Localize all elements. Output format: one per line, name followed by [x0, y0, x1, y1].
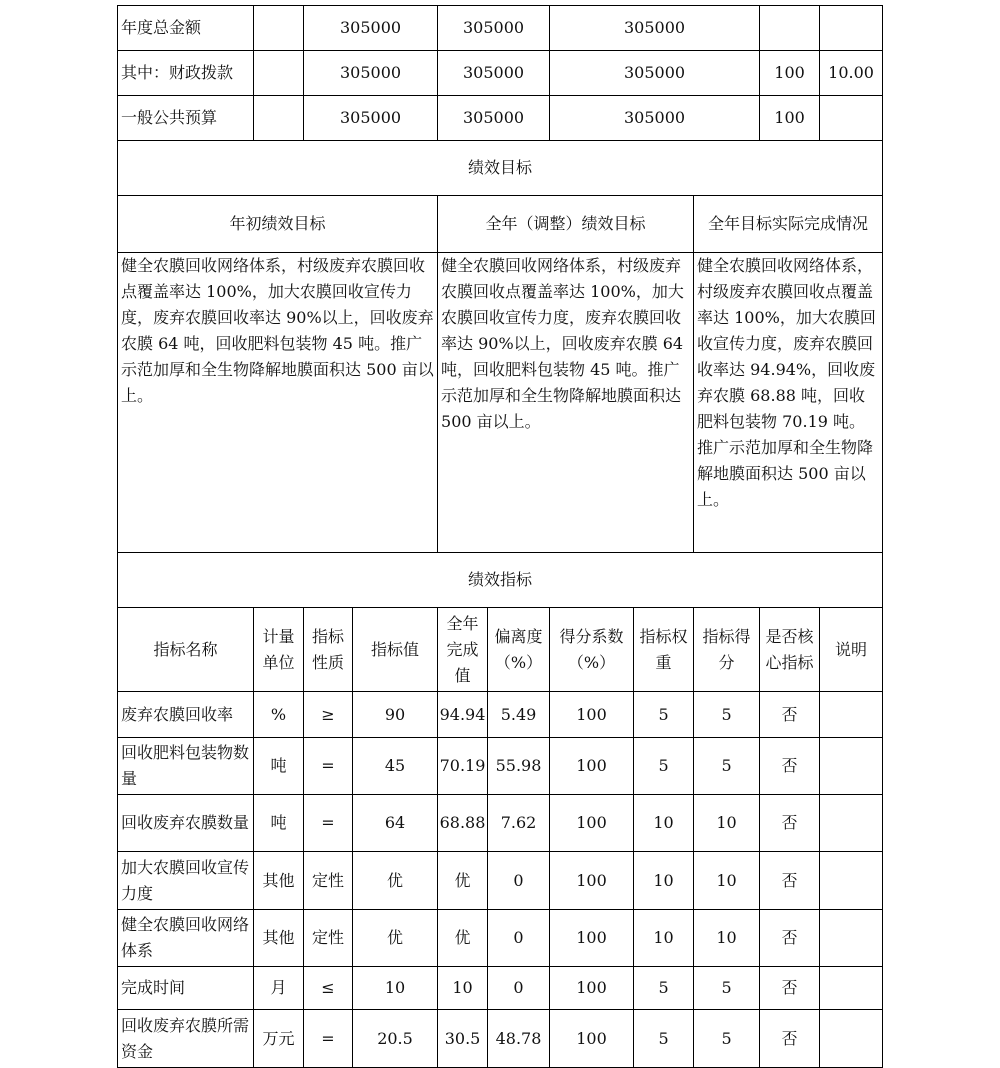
indicator-core: 否	[760, 967, 820, 1010]
goals-col-initial: 年初绩效目标	[118, 196, 438, 253]
indicator-name: 加大农膜回收宣传力度	[118, 852, 254, 910]
indicator-weight: 5	[634, 692, 694, 738]
indicator-nature: =	[304, 738, 353, 795]
performance-table	[117, 5, 883, 1068]
indicator-weight: 10	[634, 795, 694, 852]
indicator-deviation: 48.78	[488, 1010, 550, 1068]
funding-row	[118, 6, 883, 51]
indicator-unit: 其他	[254, 852, 304, 910]
funding-value	[820, 6, 883, 51]
goals-actual-text: 健全农膜回收网络体系，村级废弃农膜回收点覆盖率达 100%，加大农膜回收宣传力度，废弃农膜回收率达 94.94%，回收废弃农膜 68.88 吨，回收肥料包装物 70.19 吨。推广示范加厚和全生物降解地膜面积达 500 亩以上。	[694, 253, 883, 553]
indicator-nature: 定性	[304, 852, 353, 910]
funding-value: 305000	[550, 6, 760, 51]
indicator-actual: 30.5	[438, 1010, 488, 1068]
indicator-deviation: 5.49	[488, 692, 550, 738]
header-nature: 指标性质	[304, 608, 353, 692]
indicators-section-title: 绩效指标	[118, 553, 883, 608]
indicator-target: 10	[353, 967, 438, 1010]
indicator-unit: 其他	[254, 910, 304, 967]
indicator-actual: 68.88	[438, 795, 488, 852]
indicator-deviation: 0	[488, 967, 550, 1010]
indicator-name: 回收肥料包装物数量	[118, 738, 254, 795]
header-coef: 得分系数（%）	[550, 608, 634, 692]
funding-row	[118, 96, 883, 141]
header-target: 指标值	[353, 608, 438, 692]
indicator-actual: 优	[438, 852, 488, 910]
funding-value: 305000	[550, 51, 760, 96]
indicator-score: 10	[694, 852, 760, 910]
funding-value: 100	[760, 96, 820, 141]
funding-cell-empty	[254, 96, 304, 141]
indicator-weight: 10	[634, 852, 694, 910]
indicator-nature: =	[304, 795, 353, 852]
indicator-name: 废弃农膜回收率	[118, 692, 254, 738]
indicator-target: 64	[353, 795, 438, 852]
funding-value	[760, 6, 820, 51]
header-unit: 计量单位	[254, 608, 304, 692]
indicator-note	[820, 910, 883, 967]
indicator-unit: 吨	[254, 795, 304, 852]
indicator-coef: 100	[550, 738, 634, 795]
funding-label: 年度总金额	[118, 6, 254, 51]
goals-col-actual: 全年目标实际完成情况	[694, 196, 883, 253]
indicator-weight: 5	[634, 1010, 694, 1068]
goals-section-title: 绩效目标	[118, 141, 883, 196]
indicator-unit: 月	[254, 967, 304, 1010]
indicator-note	[820, 795, 883, 852]
indicator-target: 20.5	[353, 1010, 438, 1068]
header-note: 说明	[820, 608, 883, 692]
indicator-coef: 100	[550, 795, 634, 852]
indicator-deviation: 0	[488, 852, 550, 910]
funding-value	[820, 96, 883, 141]
header-actual: 全年完成值	[438, 608, 488, 692]
indicator-coef: 100	[550, 692, 634, 738]
indicator-coef: 100	[550, 910, 634, 967]
indicator-note	[820, 738, 883, 795]
indicator-core: 否	[760, 910, 820, 967]
table-row	[118, 910, 883, 967]
indicator-score: 10	[694, 795, 760, 852]
indicator-deviation: 55.98	[488, 738, 550, 795]
funding-value: 305000	[550, 96, 760, 141]
indicator-coef: 100	[550, 1010, 634, 1068]
indicator-nature: 定性	[304, 910, 353, 967]
indicator-target: 优	[353, 852, 438, 910]
funding-value: 10.00	[820, 51, 883, 96]
indicator-actual: 70.19	[438, 738, 488, 795]
indicator-name: 回收废弃农膜所需资金	[118, 1010, 254, 1068]
indicator-score: 10	[694, 910, 760, 967]
indicator-name: 健全农膜回收网络体系	[118, 910, 254, 967]
indicator-score: 5	[694, 1010, 760, 1068]
indicator-weight: 10	[634, 910, 694, 967]
header-score: 指标得分	[694, 608, 760, 692]
indicator-core: 否	[760, 852, 820, 910]
indicator-nature: ≥	[304, 692, 353, 738]
indicator-note	[820, 692, 883, 738]
funding-value: 100	[760, 51, 820, 96]
header-weight: 指标权重	[634, 608, 694, 692]
indicator-score: 5	[694, 692, 760, 738]
indicator-nature: ≤	[304, 967, 353, 1010]
table-row	[118, 738, 883, 795]
indicator-score: 5	[694, 738, 760, 795]
indicator-name: 完成时间	[118, 967, 254, 1010]
table-row	[118, 692, 883, 738]
indicator-note	[820, 1010, 883, 1068]
indicator-unit: 万元	[254, 1010, 304, 1068]
indicator-deviation: 7.62	[488, 795, 550, 852]
funding-value: 305000	[438, 6, 550, 51]
indicator-weight: 5	[634, 738, 694, 795]
funding-cell-empty	[254, 6, 304, 51]
indicator-core: 否	[760, 738, 820, 795]
funding-label: 一般公共预算	[118, 96, 254, 141]
indicator-coef: 100	[550, 967, 634, 1010]
indicator-unit: %	[254, 692, 304, 738]
indicators-header-row	[118, 608, 883, 692]
indicator-coef: 100	[550, 852, 634, 910]
funding-value: 305000	[304, 51, 438, 96]
indicator-unit: 吨	[254, 738, 304, 795]
indicator-deviation: 0	[488, 910, 550, 967]
table-row	[118, 1010, 883, 1068]
goals-col-adjusted: 全年（调整）绩效目标	[438, 196, 694, 253]
indicator-name: 回收废弃农膜数量	[118, 795, 254, 852]
indicator-actual: 10	[438, 967, 488, 1010]
indicator-note	[820, 852, 883, 910]
goals-initial-text: 健全农膜回收网络体系，村级废弃农膜回收点覆盖率达 100%，加大农膜回收宣传力度，废弃农膜回收率达 90%以上，回收废弃农膜 64 吨，回收肥料包装物 45 吨。推广示范加厚和全生物降解地膜面积达 500 亩以上。	[118, 253, 438, 553]
header-deviation: 偏离度（%）	[488, 608, 550, 692]
indicator-weight: 5	[634, 967, 694, 1010]
funding-cell-empty	[254, 51, 304, 96]
funding-row	[118, 51, 883, 96]
indicator-target: 90	[353, 692, 438, 738]
indicator-core: 否	[760, 692, 820, 738]
indicator-target: 45	[353, 738, 438, 795]
indicator-target: 优	[353, 910, 438, 967]
indicator-nature: =	[304, 1010, 353, 1068]
indicator-core: 否	[760, 1010, 820, 1068]
header-core: 是否核心指标	[760, 608, 820, 692]
table-row	[118, 852, 883, 910]
indicator-score: 5	[694, 967, 760, 1010]
goals-adjusted-text: 健全农膜回收网络体系，村级废弃农膜回收点覆盖率达 100%，加大农膜回收宣传力度，废弃农膜回收率达 90%以上，回收废弃农膜 64 吨，回收肥料包装物 45 吨。推广示范加厚和全生物降解地膜面积达 500 亩以上。	[438, 253, 694, 553]
funding-value: 305000	[304, 6, 438, 51]
table-row	[118, 967, 883, 1010]
indicator-actual: 优	[438, 910, 488, 967]
indicator-actual: 94.94	[438, 692, 488, 738]
funding-value: 305000	[438, 51, 550, 96]
funding-value: 305000	[304, 96, 438, 141]
indicator-note	[820, 967, 883, 1010]
funding-label: 其中：财政拨款	[118, 51, 254, 96]
table-row	[118, 795, 883, 852]
funding-value: 305000	[438, 96, 550, 141]
indicator-core: 否	[760, 795, 820, 852]
header-name: 指标名称	[118, 608, 254, 692]
